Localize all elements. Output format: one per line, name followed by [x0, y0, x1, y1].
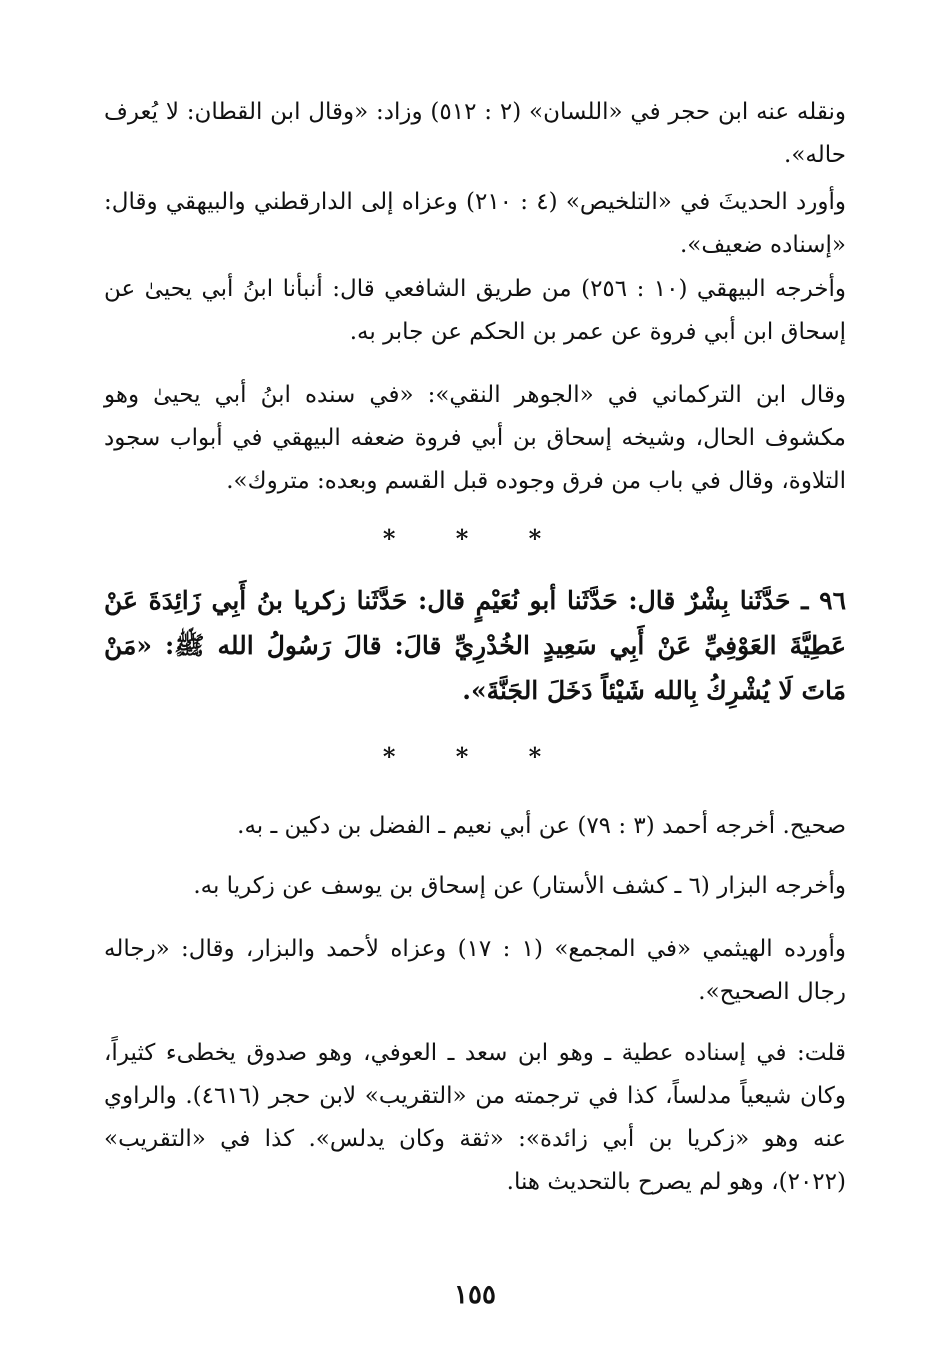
- paragraph-talkhis-citation: وأورد الحديثَ في «التلخيص» (٤ : ٢١٠) وعزاه إلى الدارقطني والبيهقي وقال: «إسناده ضعيف».: [104, 189, 846, 258]
- paragraph-bayhaqi-citation: وأخرجه البيهقي (١٠ : ٢٥٦) من طريق الشافعي قال: أنبأنا ابنُ أبي يحيىٰ عن إسحاق ابن أبي فروة عن عمر بن الحكم عن جابر به.: [104, 276, 847, 345]
- section-separator-bottom: * * *: [382, 742, 568, 771]
- paragraph-haythami-takhrij: وأورده الهيثمي «في المجمع» (١ : ١٧) وعزاه لأحمد والبزار، وقال: «رجاله رجال الصحيح».: [104, 936, 846, 1005]
- paragraph-lisan-citation: ونقله عنه ابن حجر في «اللسان» (٢ : ٥١٢) وزاد: «وقال ابن القطان: لا يُعرف حاله».: [104, 99, 847, 168]
- paragraph-bazzar-takhrij: وأخرجه البزار (٦ ـ كشف الأستار) عن إسحاق بن يوسف عن زكريا به.: [193, 873, 846, 899]
- paragraph-author-note: قلت: في إسناده عطية ـ وهو ابن سعد ـ العوفي، وهو صدوق يخطىء كثيراً، وكان شيعياً مدلساً، كذا في ترجمته من «التقريب» لابن حجر (٤٦١٦). والراوي عنه وهو «زكريا بن أبي زائدة»: «ثقة وكان يدلس». كذا في «التقريب» (٢٠٢٢)، وهو لم يصرح بالتحديث هنا.: [104, 1040, 846, 1195]
- section-separator-top: * * *: [382, 524, 568, 553]
- paragraph-turkmani-comment: وقال ابن التركماني في «الجوهر النقي»: «في سنده ابنُ أبي يحيىٰ وهو مكشوف الحال، وشيخه إسحاق بن أبي فروة ضعفه البيهقي في أبواب سجود التلاوة، وقال في باب من فرق وجوده قبل القسم وبعده: متروك».: [104, 382, 846, 494]
- hadith-96-text: ٩٦ ـ حَدَّثَنا بِشْرٌ قال: حَدَّثَنا أبو نُعَيْمٍ قال: حَدَّثَنا زكريا بنُ أَبِي زَائِدَةَ عَنْ عَطِيَّةَ العَوْفِيِّ عَنْ أَبِي سَعِيدٍ الخُدْرِيِّ قالَ: قالَ رَسُولُ الله ﷺ: «مَنْ مَاتَ لَا يُشْرِكُ بِالله شَيْئاً دَخَلَ الجَنَّةَ».: [104, 586, 846, 705]
- paragraph-ahmad-takhrij: صحيح. أخرجه أحمد (٣ : ٧٩) عن أبي نعيم ـ الفضل بن دكين ـ به.: [237, 813, 846, 839]
- page-number: ١٥٥: [454, 1280, 496, 1310]
